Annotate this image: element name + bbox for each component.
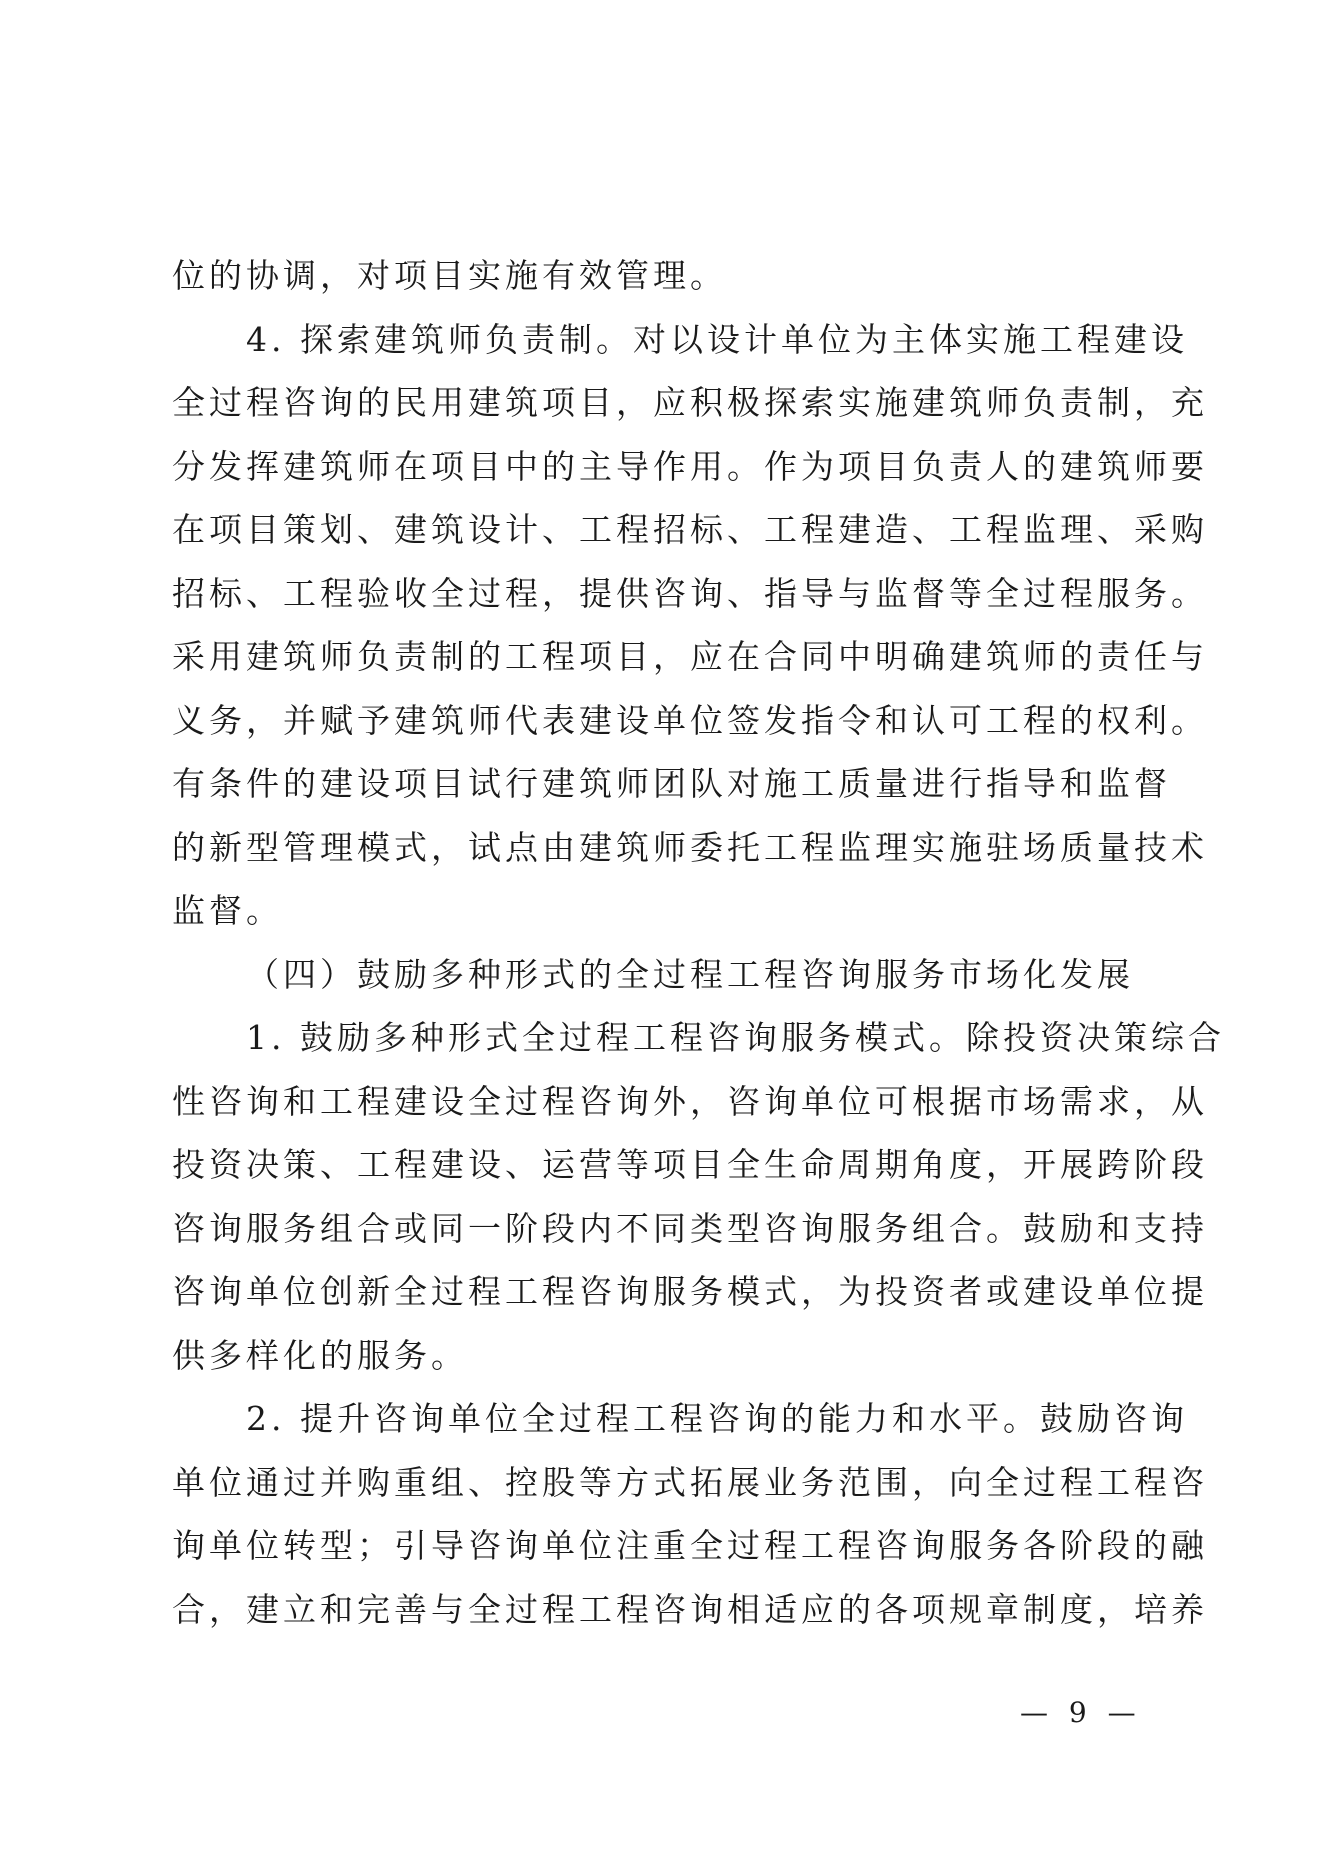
paragraph-p1 (172, 244, 1162, 308)
text-line: 咨询单位创新全过程工程咨询服务模式，为投资者或建设单位提 (172, 1272, 1208, 1311)
text-line: 全过程咨询的民用建筑项目，应积极探索实施建筑师负责制，充 (172, 383, 1208, 422)
text-line: 在项目策划、建筑设计、工程招标、工程建造、工程监理、采购 (172, 510, 1208, 549)
paragraph-p2 (172, 308, 1208, 943)
text-line: 合，建立和完善与全过程工程咨询相适应的各项规章制度，培养 (172, 1589, 1208, 1629)
text-line: 分发挥建筑师在项目中的主导作用。作为项目负责人的建筑师要 (172, 446, 1208, 486)
paragraph-p4 (172, 1006, 1225, 1387)
text-line: 招标、工程验收全过程，提供咨询、指导与监督等全过程服务。 (172, 573, 1208, 613)
text-line: 的新型管理模式，试点由建筑师委托工程监理实施驻场质量技术 (172, 827, 1208, 867)
text-line: 有条件的建设项目试行建筑师团队对施工质量进行指导和监督 (172, 764, 1171, 803)
text-line: 义务，并赋予建筑师代表建设单位签发指令和认可工程的权利。 (172, 700, 1208, 740)
text-line: 投资决策、工程建设、运营等项目全生命周期角度，开展跨阶段 (172, 1145, 1208, 1184)
paragraph-p5 (172, 1387, 1208, 1641)
paragraph-p3 (172, 943, 1162, 1007)
text-line: 供多样化的服务。 (172, 1335, 468, 1375)
body-text (172, 244, 1225, 1641)
text-line: （四）鼓励多种形式的全过程工程咨询服务市场化发展 (246, 954, 1134, 994)
text-line: 2. 提升咨询单位全过程工程咨询的能力和水平。鼓励咨询 (246, 1399, 1188, 1438)
text-line: 采用建筑师负责制的工程项目，应在合同中明确建筑师的责任与 (172, 637, 1208, 676)
text-line: 询单位转型；引导咨询单位注重全过程工程咨询服务各阶段的融 (172, 1526, 1208, 1565)
text-line: 位的协调，对项目实施有效管理。 (172, 256, 727, 295)
text-line: 监督。 (172, 891, 283, 930)
text-line: 4. 探索建筑师负责制。对以设计单位为主体实施工程建设 (246, 319, 1188, 359)
text-line: 单位通过并购重组、控股等方式拓展业务范围，向全过程工程咨 (172, 1462, 1208, 1502)
text-line: 咨询服务组合或同一阶段内不同类型咨询服务组合。鼓励和支持 (172, 1208, 1208, 1248)
text-line: 性咨询和工程建设全过程咨询外，咨询单位可根据市场需求，从 (172, 1081, 1208, 1121)
text-line: 1. 鼓励多种形式全过程工程咨询服务模式。除投资决策综合 (246, 1018, 1225, 1057)
page-number: — 9 — (1020, 1696, 1142, 1729)
